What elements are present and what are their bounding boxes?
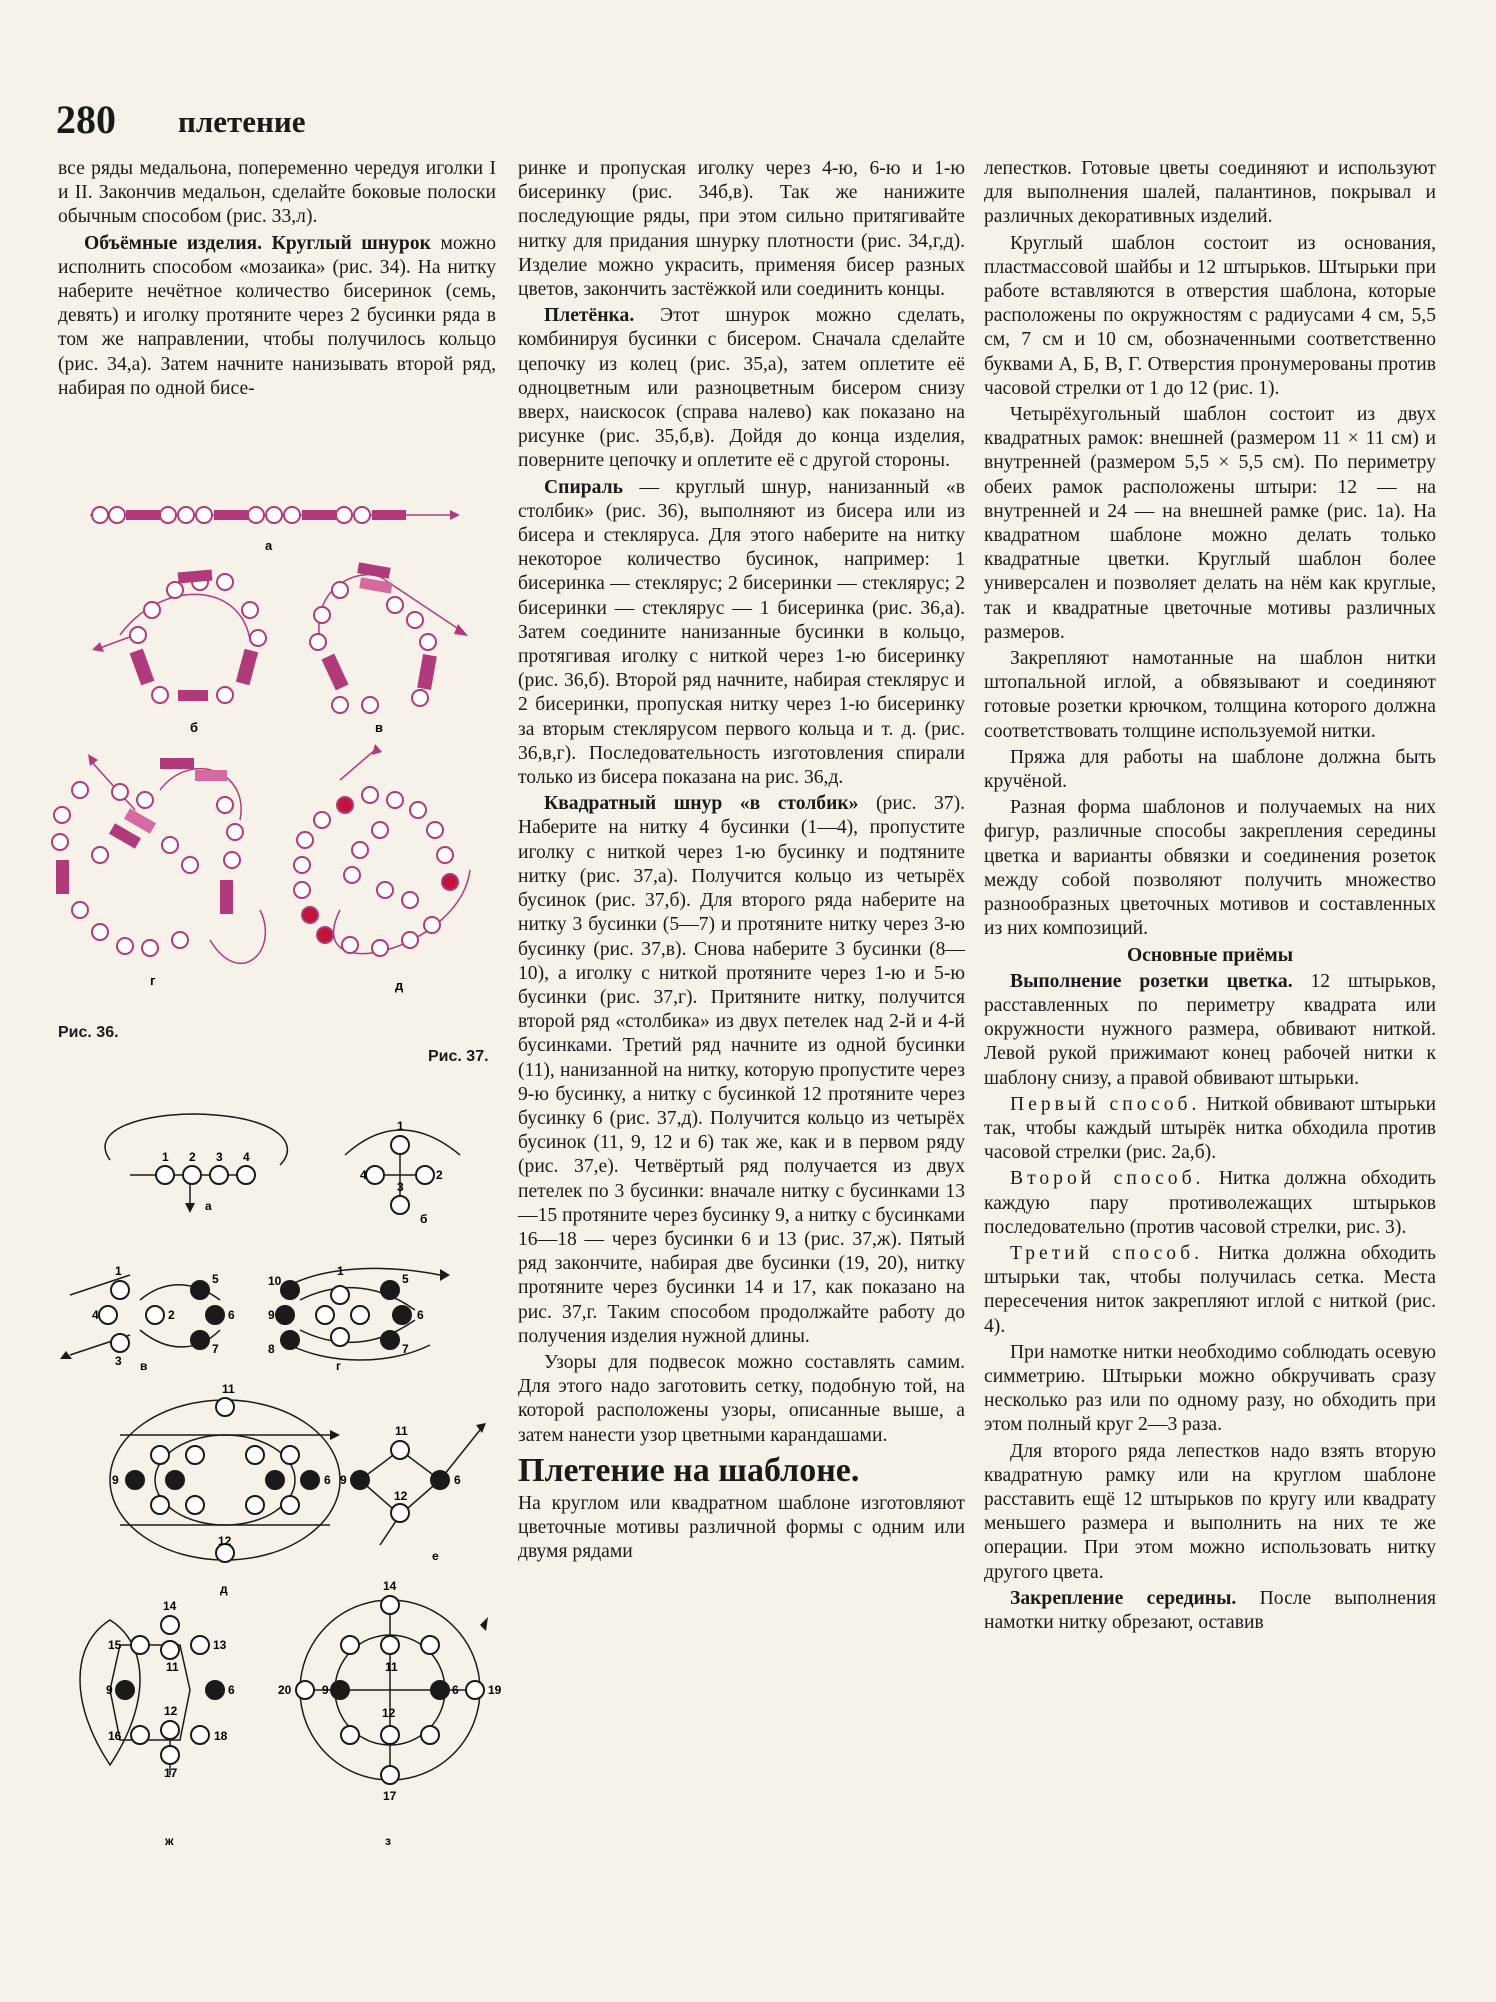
fig36-label-a: а — [265, 538, 273, 553]
column-3 — [984, 157, 1436, 1637]
fig37-e — [351, 1423, 486, 1545]
fig36-d-spiral — [294, 744, 470, 956]
fig37-zh-num: 18 — [214, 1729, 228, 1743]
paragraph: Разная форма шаблонов и получаемых на них фигур, различные способы закрепления середины цветка и варианты обвязки и соединения розеток между собой позволяют получить множество разнообразных цветочных мотивов и составленных из них композиций. — [984, 797, 1436, 940]
fig37-b-num: 1 — [397, 1119, 404, 1133]
paragraph-body: 12 штырьков, расставленных по периметру квадрата или окружности нужного размера, обвивают ниткой. Левой рукой прижимают конец рабочей нитки к шаблону снизу, а правой обвивают штырьки. — [984, 970, 1436, 1089]
paragraph-body: После выполнения намотки нитку обрезают, оставив — [984, 1587, 1436, 1633]
fig37-zh-num: 17 — [164, 1766, 178, 1780]
fig37-v-num: 3 — [115, 1354, 122, 1368]
paragraph — [984, 1093, 1436, 1166]
paragraph: Для второго ряда лепестков надо взять вторую квадратную рамку или на круглом шаблоне расставить ещё 12 штырьков по кругу или квадрату меньшего размера и выполнить на них те же операции. При этом можно использовать нитку другого цвета. — [984, 1440, 1436, 1583]
paragraph — [984, 1167, 1436, 1240]
fig37-label-v: в — [140, 1359, 148, 1373]
subheading: Основные приёмы — [1126, 944, 1294, 966]
fig37-z-num: 17 — [383, 1789, 397, 1803]
fig36-label-b: б — [190, 720, 199, 735]
fig37-v-num: 7 — [212, 1342, 219, 1356]
fig37-label-b: б — [420, 1212, 428, 1226]
fig37-label-a: а — [205, 1199, 212, 1213]
fig37-v — [60, 1275, 224, 1359]
fig37-e-num: 9 — [340, 1473, 347, 1487]
paragraph-body: Нитка должна обходить штырьки так, чтобы получилась сетка. Места пересечения ниток закрепляют иглой с ниткой (рис. 4). — [984, 1242, 1436, 1337]
spaced-heading: Третий способ. — [1010, 1242, 1203, 1264]
fig37-v-num: 4 — [92, 1308, 99, 1322]
paragraph: ринке и пропуская иголку через 4-ю, 6-ю и 1-ю бисеринку (рис. 34б,в). Так же нанижите последующие ряды, при этом сильно притягивайте нитку для придания шнурку плотности (рис. 34,г,д). Изделие можно украсить, применяя бисер разных цветов, закончить застёжкой или соединить концы. — [518, 158, 965, 301]
run-in-heading: Спираль — [544, 476, 623, 498]
fig37-zh — [80, 1616, 224, 1775]
paragraph-body: Ниткой обвивают штырьки так, чтобы каждый штырёк нитка обходила против часовой стрелки (рис. 2а,б). — [984, 1093, 1436, 1164]
fig37-a-num: 2 — [189, 1150, 196, 1164]
fig37-g-num: 6 — [417, 1308, 424, 1322]
fig37-d-num: 6 — [324, 1473, 331, 1487]
spaced-heading: Второй способ. — [1010, 1168, 1205, 1190]
fig37-g — [276, 1268, 450, 1360]
fig36-caption: Рис. 36. — [58, 1024, 119, 1041]
fig37-d-num: 12 — [218, 1534, 232, 1548]
fig37-a-num: 4 — [243, 1150, 250, 1164]
paragraph — [518, 304, 965, 473]
paragraph — [984, 1242, 1436, 1339]
fig37-z-num: 11 — [385, 1660, 398, 1674]
run-in-heading: Квадратный шнур «в столбик» — [544, 793, 859, 815]
fig37-g-num: 5 — [402, 1272, 409, 1286]
paragraph: все ряды медальона, попеременно чередуя иголки I и II. Закончив медальон, сделайте боковые полоски обычным способом (рис. 33,л). — [58, 158, 496, 228]
fig37-zh-num: 11 — [166, 1660, 179, 1674]
fig37-g-num: 1 — [337, 1264, 344, 1278]
fig37-e-num: 12 — [394, 1489, 408, 1503]
fig37-g-num: 7 — [402, 1342, 409, 1356]
fig37-a-num: 1 — [162, 1150, 169, 1164]
fig37-zh-num: 9 — [106, 1683, 113, 1697]
fig37-z-num: 19 — [488, 1683, 502, 1697]
fig36-label-v: в — [375, 720, 383, 735]
fig36-v-ring — [310, 575, 468, 713]
fig37-v-num: 1 — [115, 1264, 122, 1278]
paragraph — [58, 232, 496, 401]
fig37-v-num: 2 — [168, 1308, 175, 1322]
fig37-zh-num: 16 — [108, 1729, 122, 1743]
paragraph: Четырёхугольный шаблон состоит из двух квадратных рамок: внешней (размером 11 × 11 см) и внутренней (размером 5,5 × 5,5 см). По периметру обеих рамок расположены штыри: 12 — на внутренней и 24 — на внешней рамке (рис. 1а). На квадратном шаблоне можно делать только квадратные цветки. Круглый шаблон более универсален и позволяет делать на нём как круглые, так и квадратные цветочные мотивы различных размеров. — [984, 404, 1436, 643]
fig37-z-num: 6 — [452, 1683, 459, 1697]
paragraph — [518, 476, 965, 791]
paragraph: При намотке нитки необходимо соблюдать осевую симметрию. Штырьки можно обкручивать сразу несколько раз или по одному разу, но обходить при этом полный круг 2—3 раза. — [984, 1341, 1436, 1436]
fig37-z-num: 20 — [278, 1683, 292, 1697]
paragraph: Пряжа для работы на шаблоне должна быть кручёной. — [984, 746, 1436, 793]
section-heading: Плетение на шаблоне. — [518, 1451, 860, 1489]
fig37-b-num: 2 — [436, 1168, 443, 1182]
fig37-label-zh: ж — [165, 1834, 174, 1848]
fig37-b-num: 3 — [397, 1180, 404, 1194]
fig36-label-d: д — [395, 978, 404, 993]
fig36-g-spiral — [52, 754, 265, 963]
fig37-label-g: г — [336, 1359, 341, 1373]
run-in-heading: Плетёнка. — [544, 305, 635, 327]
fig37-label-d: д — [220, 1582, 228, 1596]
fig36-a-chain — [90, 507, 460, 523]
paragraph-body: Нитка должна обходить каждую пару противолежащих штырьков последовательно (против часовой стрелки, рис. 3). — [984, 1168, 1436, 1238]
fig37-v-num: 5 — [212, 1272, 219, 1286]
fig37-g-num: 8 — [268, 1342, 275, 1356]
fig36-label-g: г — [150, 973, 156, 988]
paragraph-body: можно исполнить способом «мозаика» (рис. 34). На нитку наберите нечётное количество бисеринок (семь, девять) и иголку протяните через 2 бусинки ряда в том же направлении, чтобы получилось кольцо (рис. 34,а). Затем начните нанизывать второй ряд, набирая по одной бисе- — [58, 232, 496, 399]
fig37-zh-num: 12 — [164, 1704, 178, 1718]
fig37-a — [105, 1114, 287, 1213]
fig37-b-num: 4 — [360, 1168, 367, 1182]
run-in-heading: Закрепление середины. — [1010, 1587, 1237, 1609]
fig37-v-num: 6 — [228, 1308, 235, 1322]
page-number: 280 — [56, 97, 116, 142]
paragraph — [518, 792, 965, 1349]
fig37-d-num: 9 — [112, 1473, 119, 1487]
paragraph-body: — круглый шнур, нанизанный «в столбик» (рис. 36), выполняют из бисера или из бисера и стеклярусa. Для этого наберите на нитку некоторое количество бусинок, например: 1 бисеринка — стеклярус; 2 бисеринки — стеклярус; 2 бисеринки — стеклярус — 1 бисеринка (рис. 36,а). Затем соедините нанизанные бусинки в кольцо, протягивая иголку с ниткой через 1-ю бисеринку (рис. 36,б). Второй ряд начните, набирая стеклярус и 2 бисеринки, пропуская нитку через 1-ю бисеринку за вторым стеклярусом первого кольца и т. д. (рис. 36,в,г). Последовательность изготовления спирали только из бисера показана на рис. 36,д. — [518, 476, 965, 789]
fig36-b-ring — [92, 574, 266, 703]
paragraph: Узоры для подвесок можно составлять самим. Для этого надо заготовить сетку, подобную той, на которой расположены узоры, описанные выше, а затем нанести узор цветными карандашами. — [518, 1351, 965, 1446]
running-head: плетение — [178, 104, 306, 139]
figure-37 — [40, 1085, 510, 1865]
figure-36 — [40, 470, 500, 1030]
fig37-e-num: 11 — [395, 1424, 408, 1438]
run-in-heading: Объёмные изделия. Круглый шнурок — [84, 232, 431, 254]
paragraph: На круглом или квадратном шаблоне изготовляют цветочные мотивы различной формы с одним или двумя рядами — [518, 1492, 965, 1563]
paragraph: Круглый шаблон состоит из основания, пластмассовой шайбы и 12 штырьков. Штырьки при работе вставляются в отверстия шаблона, которые расположены по окружностям с радиусами 4 см, 5,5 см, 7 см и 10 см, обозначенными соответственно буквами А, Б, В, Г. Отверстия пронумерованы против часовой стрелки от 1 до 12 (рис. 1). — [984, 232, 1436, 399]
paragraph-body: Этот шнурок можно сделать, комбинируя бусинки с бисером. Сначала сделайте цепочку из колец (рис. 35,а), затем оплетите её одноцветным или разноцветным бисером снизу вверх, наискосок (справа налево) как показано на рисунке (рис. 35,б,в). Дойдя до конца изделия, поверните цепочку и оплетите её с другой стороны. — [518, 305, 965, 472]
fig37-g-num: 9 — [268, 1308, 275, 1322]
fig37-a-num: 3 — [216, 1150, 223, 1164]
fig37-zh-num: 6 — [228, 1683, 235, 1697]
fig37-zh-num: 15 — [108, 1638, 122, 1652]
paragraph: лепестков. Готовые цветы соединяют и используют для выполнения шалей, палантинов, покрывал и различных декоративных изделий. — [984, 158, 1436, 228]
fig36-b-bugles — [130, 570, 259, 701]
paragraph: Закрепляют намотанные на шаблон нитки штопальной иглой, а обвязывают и соединяют готовые розетки крючком, толщина которого должна соответствовать толщине используемой нитки. — [984, 648, 1436, 742]
paragraph — [984, 1587, 1436, 1635]
fig37-z-num: 12 — [382, 1706, 396, 1720]
fig37-d-num: 11 — [222, 1382, 235, 1396]
fig37-label-e: е — [432, 1549, 439, 1563]
column-1 — [58, 157, 496, 403]
spaced-heading: Первый способ. — [1010, 1093, 1201, 1115]
fig37-z-num: 9 — [322, 1683, 329, 1697]
fig37-e-num: 6 — [454, 1473, 461, 1487]
fig37-label-z: з — [385, 1834, 391, 1848]
run-in-heading: Выполнение розетки цветка. — [1010, 970, 1293, 992]
paragraph — [984, 970, 1436, 1091]
fig37-caption: Рис. 37. — [428, 1048, 489, 1065]
fig37-zh-num: 14 — [163, 1599, 177, 1613]
column-2 — [518, 157, 965, 1566]
fig37-zh-num: 13 — [213, 1638, 227, 1652]
fig37-g-num: 10 — [268, 1274, 282, 1288]
fig37-z-num: 14 — [383, 1579, 397, 1593]
paragraph-body: (рис. 37). Наберите на нитку 4 бусинки (1—4), пропустите иголку с ниткой через 1-ю бусинку и подтяните нитку (рис. 37,а). Получится кольцо из четырёх бусинок (рис. 37,б). Для второго ряда наберите на нитку 3 бусинки (5—7) и протяните нитку через 3-ю бусинку (рис. 37,в). Снова наберите 3 бусинки (8—10), а иголку с ниткой протяните через 1-ю и 5-ю бусинки (рис. 37,г). Притяните нитку, получится второй ряд «столбика» из двух петелек над 2-й и 4-й бусинками. Третий ряд начните из одной бусинки (11), нанизанной на нитку, которую пропустите через 9-ю бусинку, а нитку с бусинкой 12 протяните через бусинку 6 (рис. 37,д). Получится кольцо из четырёх бусинок (11, 9, 12 и 6) так же, как и в первом ряду (рис. 37,е). Четвёртый ряд получается из двух петелек по 3 бусинки: вначале нитку с бусинками 13—15 протяните через бусинку 9, а нитку с бусинками 16—18 — через бусинки 6 и 13 (рис. 37,ж). Пятый ряд закончите, набирая две бусинки (19, 20), нитку протяните через бусинки 14 и 17, как показано на рис. 37,г. Таким способом продолжайте работу до получения изделия нужной длины. — [518, 793, 965, 1347]
